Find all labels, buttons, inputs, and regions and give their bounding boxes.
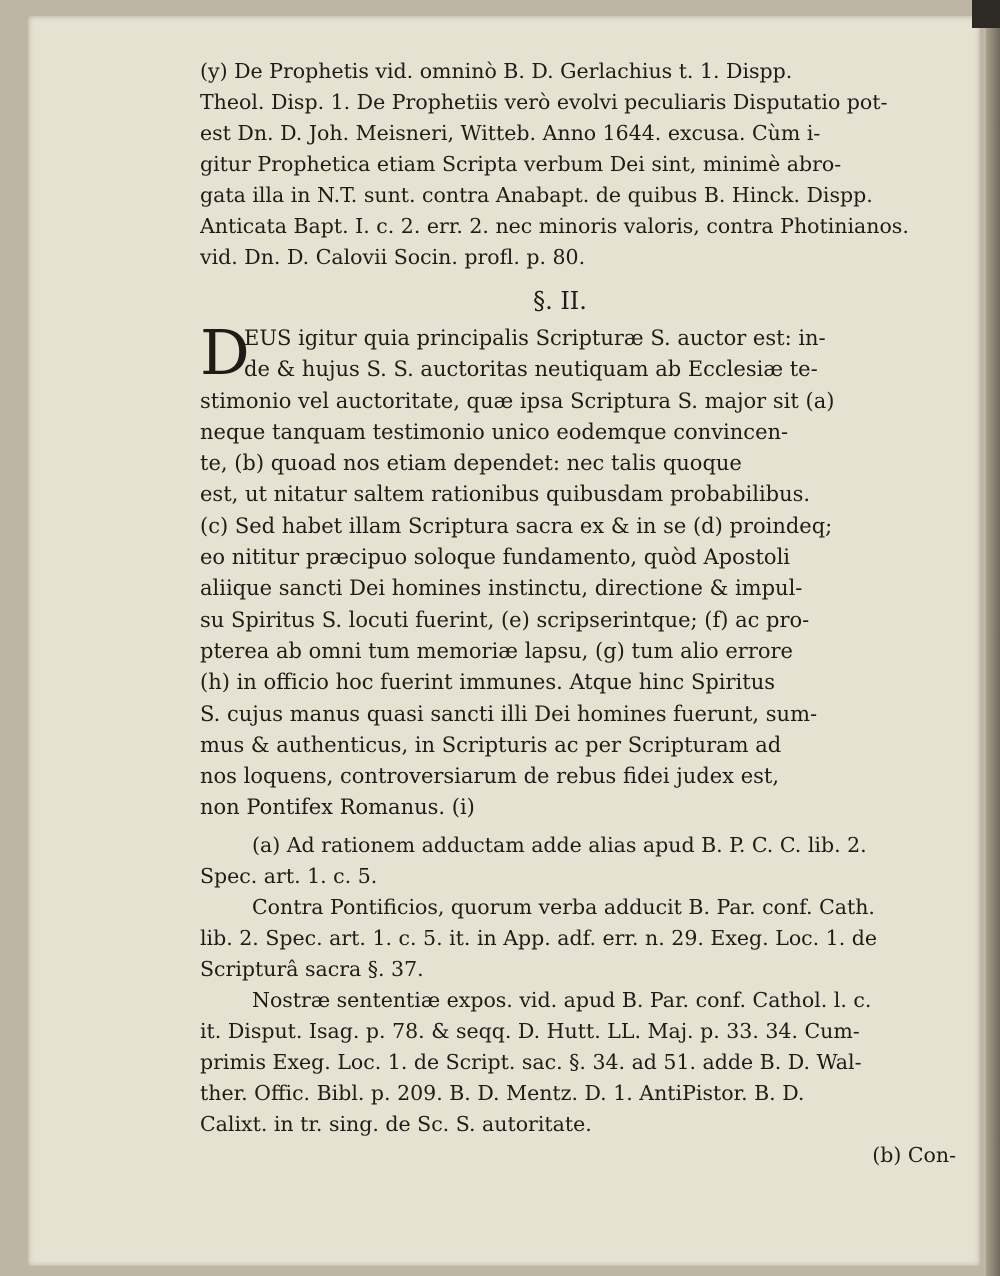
text-line: aliique sancti Dei homines instinctu, directione & impul-: [200, 576, 803, 601]
text-line: non Pontifex Romanus. (i): [200, 795, 475, 820]
footnote-line: est Dn. D. Joh. Meisneri, Witteb. Anno 1644. excusa. Cùm i-: [200, 121, 821, 145]
catchword: (b) Con-: [872, 1142, 956, 1167]
text-line: (h) in officio hoc fuerint immunes. Atque hinc Spiritus: [200, 670, 775, 695]
text-line: stimonio vel auctoritate, quæ ipsa Scriptura S. major sit (a): [200, 388, 835, 413]
text-line: te, (b) quoad nos etiam dependet: nec talis quoque: [200, 451, 742, 476]
text-line: S. cujus manus quasi sancti illi Dei homines fuerunt, sum-: [200, 701, 818, 726]
text-line: de & hujus S. S. auctoritas neutiquam ab Ecclesiæ te-: [244, 357, 818, 382]
text-line: est, ut nitatur saltem rationibus quibusdam probabilibus.: [200, 482, 811, 507]
footnote-a: [200, 830, 960, 892]
footnote-line: Nostræ sententiæ expos. vid. apud B. Par. conf. Cathol. l. c.: [252, 987, 872, 1012]
footnote-line: ther. Offic. Bibl. p. 209. B. D. Mentz. D. 1. AntiPistor. B. D.: [200, 1080, 805, 1105]
text-line: su Spiritus S. locuti fuerint, (e) scripserintque; (f) ac pro-: [200, 607, 810, 632]
text-line: nos loquens, controversiarum de rebus fidei judex est,: [200, 764, 780, 789]
footnote-line: Anticata Bapt. I. c. 2. err. 2. nec minoris valoris, contra Photinianos.: [200, 214, 909, 238]
text-line: eo nititur præcipuo soloque fundamento, quòd Apostoli: [200, 545, 791, 570]
footnote-nostrae: [200, 985, 960, 1140]
footnote-line: Spec. art. 1. c. 5.: [200, 863, 378, 888]
footnote-line: Contra Pontificios, quorum verba adducit B. Par. conf. Cath.: [252, 894, 875, 919]
book-page: [28, 16, 980, 1266]
page-corner: [972, 0, 1000, 28]
text-line: (c) Sed habet illam Scriptura sacra ex & in se (d) proindeq;: [200, 513, 833, 538]
footnote-line: Calixt. in tr. sing. de Sc. S. autoritate.: [200, 1111, 592, 1136]
footnote-line: (a) Ad rationem adductam adde alias apud B. P. C. C. lib. 2.: [252, 832, 867, 857]
section-heading: §. II.: [533, 287, 587, 315]
drop-cap: D: [200, 316, 250, 389]
footnote-contra: [200, 892, 960, 985]
footnote-line: it. Disput. Isag. p. 78. & seqq. D. Hutt. LL. Maj. p. 33. 34. Cum-: [200, 1018, 860, 1043]
main-paragraph: [200, 316, 960, 824]
footnote-line: gata illa in N.T. sunt. contra Anabapt. de quibus B. Hinck. Dispp.: [200, 183, 873, 207]
footnote-line: (y) De Prophetis vid. omninò B. D. Gerlachius t. 1. Dispp.: [200, 59, 793, 83]
footnote-line: vid. Dn. D. Calovii Socin. profl. p. 80.: [200, 245, 586, 269]
text-line: EUS igitur quia principalis Scripturæ S. auctor est: in-: [244, 326, 826, 350]
page-edge: [986, 0, 1000, 1276]
text-line: mus & authenticus, in Scripturis ac per Scripturam ad: [200, 732, 782, 757]
footnote-line: lib. 2. Spec. art. 1. c. 5. it. in App. adf. err. n. 29. Exeg. Loc. 1. de: [200, 925, 878, 950]
text-line: neque tanquam testimonio unico eodemque convincen-: [200, 419, 789, 444]
footnote-line: gitur Prophetica etiam Scripta verbum Dei sint, minimè abro-: [200, 152, 842, 176]
footnote-line: Theol. Disp. 1. De Prophetiis verò evolvi peculiaris Disputatio pot-: [200, 90, 888, 114]
text-line: pterea ab omni tum memoriæ lapsu, (g) tum alio errore: [200, 638, 793, 663]
text-block: [200, 56, 960, 1171]
footnote-y: [200, 56, 960, 273]
footnote-line: primis Exeg. Loc. 1. de Script. sac. §. 34. ad 51. adde B. D. Wal-: [200, 1049, 862, 1074]
footnote-line: Scripturâ sacra §. 37.: [200, 956, 424, 981]
